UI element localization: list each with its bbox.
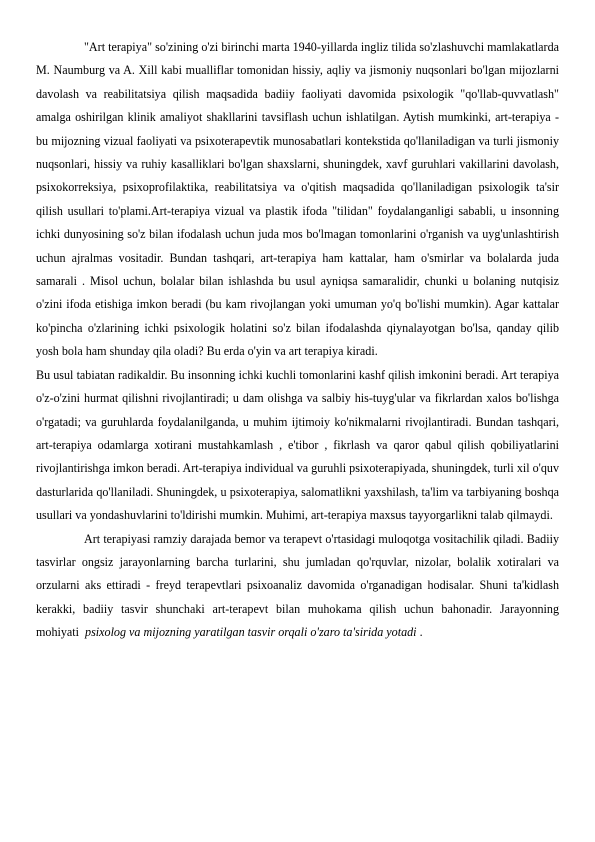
paragraph-3	[36, 528, 559, 645]
paragraph-3-text: Art terapiyasi ramziy darajada bemor va terapevt o'rtasidagi muloqotga vositachilik qiladi. Badiiy tasvirlar ongsiz jarayonlarning barcha turlarini, shu jumladan qo'rquvlar, nizolar, bolalik xotiralari va orzularni aks ettiradi - freyd terapevtlari psixoanaliz davomida o'rganadigan hodisalar. Shuni ta'kidlash kerakki, badiiy tasvir shunchaki art-terapevt bilan muhokama qilish uchun bahonadir. Jarayonning mohiyati	[36, 531, 559, 640]
paragraph-3-end: .	[416, 625, 423, 640]
paragraph-3-italic: psixolog va mijozning yaratilgan tasvir orqali o'zaro ta'sirida yotadi	[85, 625, 417, 640]
paragraph-2: Bu usul tabiatan radikaldir. Bu insonning ichki kuchli tomonlarini kashf qilish imkonini beradi. Art terapiya o'z-o'zini hurmat qilishni rivojlantiradi; u dam olishga va salbiy his-tuyg'ular va fikrlardan xalos bo'lishga o'rgatadi; va guruhlarda foydalanilganda, u muhim ijtimoiy ko'nikmalarni rivojlantiradi. Bundan tashqari, art-terapiya odamlarga xotirani mustahkamlash , e'tibor , fikrlash va qaror qabul qilish qobiliyatlarini rivojlantirishga imkon beradi. Art-terapiya individual va guruhli psixoterapiyada, shuningdek, turli xil o'quv dasturlarida qo'llaniladi. Shuningdek, u psixoterapiya, salomatlikni yaxshilash, ta'lim va tarbiyaning boshqa usullari va yondashuvlarini to'ldirishi mumkin. Muhimi, art-terapiya maxsus tayyorgarlikni talab qilmaydi.	[36, 367, 559, 523]
document-page	[36, 36, 559, 645]
paragraph-1: "Art terapiya" so'zining o'zi birinchi marta 1940-yillarda ingliz tilida so'zlashuvchi mamlakatlarda M. Naumburg va A. Xill kabi mualliflar tomonidan hissiy, aqliy va jismoniy nuqsonlari bo'lgan mijozlarni davolash va reabilitatsiya qilish maqsadida badiiy faoliyati davomida psixologik "qo'llab-quvvatlash" amalga oshirilgan klinik amaliyot shakllarini tavsiflash uchun ishlatilgan. Aytish mumkinki, art-terapiya - bu mijozning vizual faoliyati va psixoterapevtik munosabatlari kontekstida qo'llaniladigan va turli jismoniy nuqsonlari, hissiy va ruhiy kasalliklari bo'lgan shaxslarni, shuningdek, xavf guruhlari vakillarini davolash, psixokorreksiya, psixoprofilaktika, reabilitatsiya va o'qitish maqsadida qo'llaniladigan psixologik ta'sir qilish usullari to'plami.Art-terapiya vizual va plastik ifoda "tilidan" foydalanganligi sababli, u insonning ichki dunyosining so'z bilan ifodalash uchun juda mos bo'lmagan tomonlarini o'rganish va uyg'unlashtirish uchun ajralmas vositadir. Bundan tashqari, art-terapiya ham kattalar, ham o'smirlar va bolalarda juda samarali . Misol uchun, bolalar bilan ishlashda bu usul ayniqsa samaralidir, chunki u bolaning nutqisiz o'zini ifoda etishiga imkon beradi (bu kam rivojlangan yoki umuman yo'q bo'lishi mumkin). Agar kattalar ko'pincha o'zlarining ichki psixologik holatini so'z bilan ifodalashda qiynalayotgan bo'lsa, qanday qilib yosh bola ham shunday qila oladi? Bu erda o'yin va art terapiya kiradi.	[36, 40, 559, 359]
